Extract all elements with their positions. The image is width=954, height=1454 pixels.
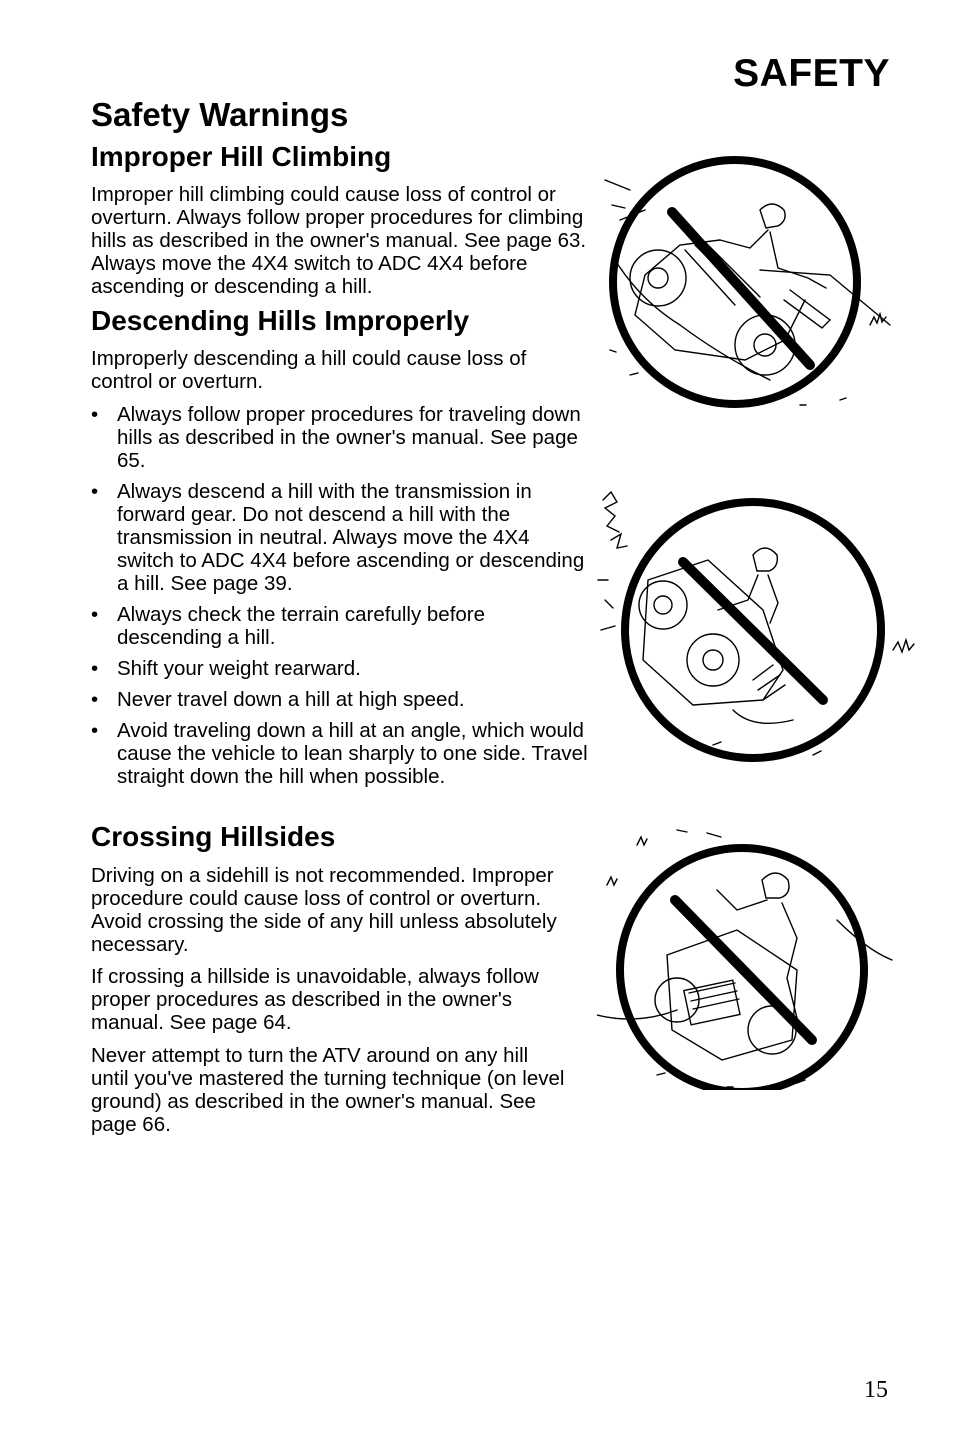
list-item: • Always follow proper procedures for traveling down hills as described in the owner's manual. See page 65. xyxy=(91,403,591,472)
list-item: • Avoid traveling down a hill at an angle, which would cause the vehicle to lean sharply to one side. Travel straight down the hill when possible. xyxy=(91,719,591,788)
crossing-paragraph-1: Driving on a sidehill is not recommended. Improper procedure could cause loss of control or overturn. Avoid crossing the side of any hill unless absolutely necessary. xyxy=(91,864,557,956)
descending-hill-prohibited-illustration xyxy=(593,480,918,765)
hill-climbing-heading: Improper Hill Climbing xyxy=(91,141,392,172)
section-header: SAFETY xyxy=(733,52,890,95)
page-number: 15 xyxy=(864,1377,888,1403)
page-title: Safety Warnings xyxy=(91,96,349,133)
list-item: • Shift your weight rearward. xyxy=(91,657,591,680)
hill-climbing-prohibited-illustration xyxy=(600,150,900,415)
list-item: • Never travel down a hill at high speed. xyxy=(91,688,591,711)
list-item: • Always check the terrain carefully before descending a hill. xyxy=(91,603,591,649)
descending-bullet-list xyxy=(91,403,591,796)
crossing-paragraph-3: Never attempt to turn the ATV around on any hill until you've mastered the turning technique (on level ground) as described in the owner's manual. See page 66. xyxy=(91,1044,565,1136)
descending-heading: Descending Hills Improperly xyxy=(91,305,470,336)
crossing-hillside-prohibited-illustration xyxy=(597,825,897,1090)
descending-intro: Improperly descending a hill could cause loss of control or overturn. xyxy=(91,347,527,393)
crossing-heading: Crossing Hillsides xyxy=(91,821,336,852)
hill-climbing-body: Improper hill climbing could cause loss of control or overturn. Always follow proper procedures for climbing hills as described in the owner's manual. See page 63. Always move the 4X4 switch to ADC 4X4 before ascending or descending a hill. xyxy=(91,183,587,298)
crossing-paragraph-2: If crossing a hillside is unavoidable, always follow proper procedures as described in the owner's manual. See page 64. xyxy=(91,965,539,1034)
list-item: • Always descend a hill with the transmission in forward gear. Do not descend a hill with the transmission in neutral. Always move the 4X4 switch to ADC 4X4 before ascending or descending a hill. See page 39. xyxy=(91,480,591,595)
